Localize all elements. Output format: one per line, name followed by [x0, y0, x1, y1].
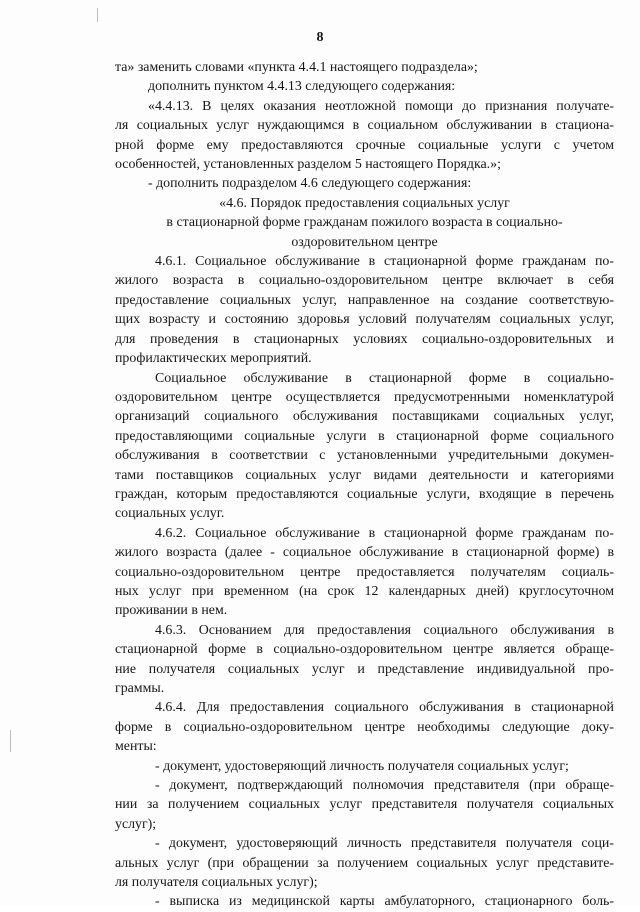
- paragraph: [115, 174, 614, 193]
- text-line: проживании в нем.: [115, 603, 228, 619]
- paragraph: [115, 698, 614, 756]
- paragraph: [115, 757, 614, 776]
- scan-margin-mark-top: [97, 8, 98, 22]
- paragraph: [115, 621, 614, 699]
- text-line: обслуживания в соответствии с установленными учредительными докумен-: [115, 448, 614, 464]
- text-line: организаций социального обслуживания поставщиками социальных услуг,: [115, 409, 614, 425]
- paragraph: [115, 252, 614, 368]
- text-line: 4.6.1. Социальное обслуживание в стационарной форме гражданам по-: [155, 254, 614, 270]
- text-line: - документ, удостоверяющий личность получателя социальных услуг;: [155, 758, 569, 774]
- text-line: «4.4.13. В целях оказания неотложной помощи до признания получате-: [148, 98, 614, 114]
- text-line: та» заменить словами «пункта 4.4.1 настоящего подраздела»;: [115, 60, 478, 75]
- document-body: [115, 58, 614, 912]
- text-line: предоставляющими социальные услуги в стационарной форме социального: [115, 428, 614, 444]
- text-line: особенностей, установленных разделом 5 настоящего Порядка.»;: [115, 157, 501, 173]
- text-line: Социальное обслуживание в стационарной форме в социально-: [155, 370, 614, 386]
- text-line: оздоровительном центре осуществляется предусмотренными номенклатурой: [115, 389, 614, 405]
- text-line: социальных услуг.: [115, 506, 225, 522]
- text-line: щих возрасту и состоянию здоровья условий получателям социальных услуг,: [115, 312, 614, 328]
- text-line: жилого возраста (далее - социальное обслуживание в стационарной форме) в: [115, 545, 614, 561]
- text-line: граммы.: [115, 681, 165, 696]
- paragraph: [115, 194, 614, 252]
- scan-margin-mark-left: [10, 730, 11, 752]
- text-line: 4.6.3. Основанием для предоставления социального обслуживания в: [155, 622, 614, 638]
- text-line: ных услуг при временном (на срок 12 календарных дней) круглосуточном: [115, 583, 614, 599]
- text-line: жилого возраста в социально-оздоровительном центре включает в себя: [115, 273, 614, 289]
- text-line: ля социальных услуг нуждающимся в социальном обслуживании в стациона-: [115, 118, 614, 134]
- text-line: - дополнить подразделом 4.6 следующего содержания:: [148, 176, 472, 192]
- text-line: форме в социально-оздоровительном центре необходимы следующие доку-: [115, 719, 614, 735]
- paragraph: [115, 776, 614, 834]
- text-line: - выписка из медицинской карты амбулаторного, стационарного боль-: [155, 894, 614, 910]
- text-line: ние получателя социальных услуг и представление индивидуальной про-: [115, 661, 614, 677]
- text-line: в стационарной форме гражданам пожилого возраста в социально-: [166, 215, 563, 231]
- text-line: оздоровительном центре: [291, 234, 438, 250]
- paragraph: [115, 369, 614, 524]
- paragraph: [115, 834, 614, 892]
- paragraph: [115, 58, 614, 77]
- text-line: для проведения в стационарных условиях социально-оздоровительных и: [115, 331, 614, 347]
- text-line: граждан, которым предоставляются социальные услуги, входящие в перечень: [115, 486, 614, 502]
- text-line: стационарной форме в социально-оздоровительном центре является обраще-: [115, 642, 614, 658]
- paragraph: [115, 97, 614, 175]
- text-line: предоставление социальных услуг, направленное на создание соответствую-: [115, 292, 614, 308]
- paragraph: [115, 524, 614, 621]
- text-line: услуг);: [115, 816, 157, 832]
- text-line: тами поставщиков социальных услуг видами деятельности и категориями: [115, 467, 614, 483]
- text-line: 4.6.4. Для предоставления социального обслуживания в стационарной: [155, 700, 614, 716]
- page-number: 8: [316, 30, 324, 45]
- text-line: рной форме ему предоставляются срочные социальные услуги с учетом: [115, 137, 614, 153]
- paragraph: [115, 892, 614, 911]
- text-line: - документ, подтверждающий полномочия представителя (при обраще-: [155, 778, 614, 794]
- text-line: менты:: [115, 739, 157, 755]
- text-line: 4.6.2. Социальное обслуживание в стационарной форме гражданам по-: [155, 525, 614, 541]
- text-line: «4.6. Порядок предоставления социальных услуг: [219, 195, 510, 211]
- text-line: - документ, удостоверяющий личность представителя получателя соци-: [155, 836, 614, 852]
- paragraph: [115, 77, 614, 96]
- text-line: ля получателя социальных услуг);: [115, 875, 318, 891]
- text-line: альных услуг (при обращении за получением социальных услуг представите-: [115, 855, 614, 871]
- text-line: нии за получением социальных услуг представителя получателя социальных: [115, 797, 614, 813]
- text-line: дополнить пунктом 4.4.13 следующего содержания:: [148, 79, 456, 95]
- text-line: социально-оздоровительном центре предоставляется получателям социаль-: [115, 564, 614, 580]
- text-line: профилактических мероприятий.: [115, 351, 312, 367]
